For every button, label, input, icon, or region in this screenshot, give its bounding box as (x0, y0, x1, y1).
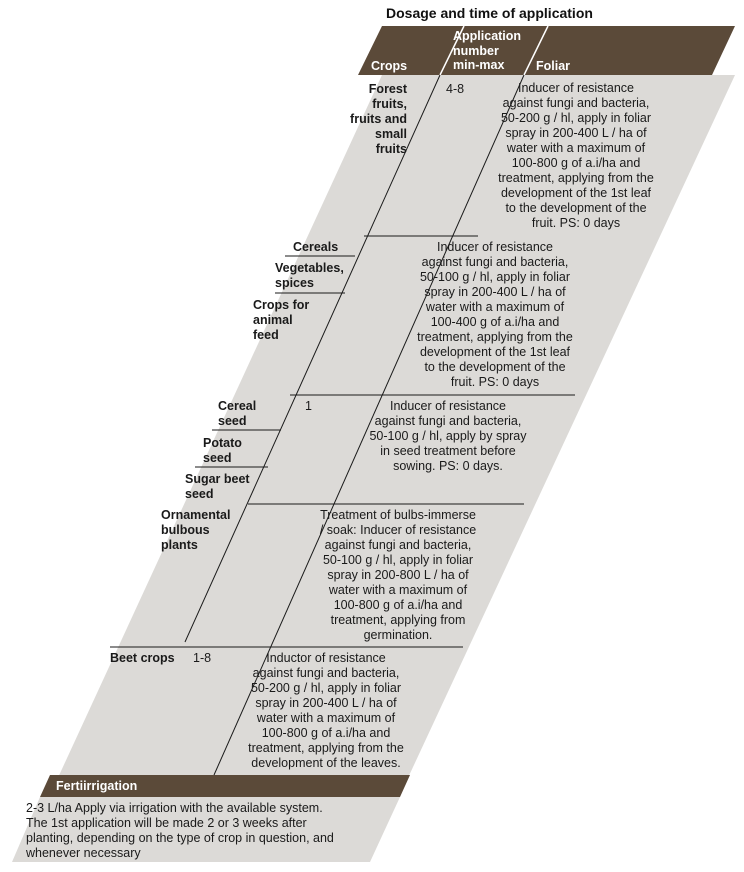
application-number-row1: 4-8 (446, 82, 465, 96)
crop-cereal-seed: Cereal seed (218, 399, 257, 428)
foliar-text-row5: Inductor of resistance against fungi and bacteria, 50-200 g / hl, apply in foliar spray in 200-400 L / ha of water with a maximum of 100-800 g of a.i/ha and treatment, applying from the development of the leaves. (248, 651, 404, 770)
foliar-text-row1: Inducer of resistance against fungi and bacteria, 50-200 g / hl, apply in foliar spray in 200-400 L / ha of water with a maximum of 100-800 g of a.i/ha and treatment, applying from the development of the 1st leaf to the development of the fruit. PS: 0 days (498, 81, 654, 230)
crop-ornamental-bulbous: Ornamental bulbous plants (161, 508, 231, 552)
crop-sugar-beet-seed: Sugar beet seed (185, 472, 250, 501)
crop-vegetables-spices: Vegetables, spices (275, 261, 344, 290)
foliar-text-row2: Inducer of resistance against fungi and bacteria, 50-100 g / hl, apply in foliar spray in 200-400 L / ha of water with a maximum of 100-400 g of a.i/ha and treatment, applying from the development of the 1st leaf to the development of the fruit. PS: 0 days (417, 240, 573, 389)
crop-beet-crops: Beet crops (110, 651, 175, 665)
header-foliar: Foliar (536, 59, 571, 73)
foliar-text-row4: Treatment of bulbs-immerse / soak: Inducer of resistance against fungi and bacteria, 50-100 g / hl, apply in foliar spray in 200-800 L / ha of water with a maximum of 100-800 g of a.i/ha and treatment, applying from germination. (319, 508, 477, 642)
fertirrigation-label: Fertiirrigation (56, 779, 138, 793)
foliar-text-row3: Inducer of resistance against fungi and bacteria, 50-100 g / hl, apply by spray in seed treatment before sowing. PS: 0 days. (369, 399, 527, 473)
crop-forest-fruits: Forest fruits, fruits and small fruits (350, 82, 407, 156)
application-number-row3: 1 (305, 399, 312, 413)
page-title: Dosage and time of application (386, 5, 593, 21)
crop-potato-seed: Potato seed (203, 436, 242, 465)
fertirrigation-text: 2-3 L/ha Apply via irrigation with the available system. The 1st application will be made 2 or 3 weeks after planting, depending on the type of crop in question, and whenever necessary (26, 801, 334, 860)
application-number-row5: 1-8 (193, 651, 212, 665)
crop-animal-feed: Crops for animal feed (253, 298, 310, 342)
header-application-number: Application number min-max (453, 29, 522, 72)
crop-cereals: Cereals (293, 240, 339, 254)
header-crops: Crops (371, 59, 408, 73)
